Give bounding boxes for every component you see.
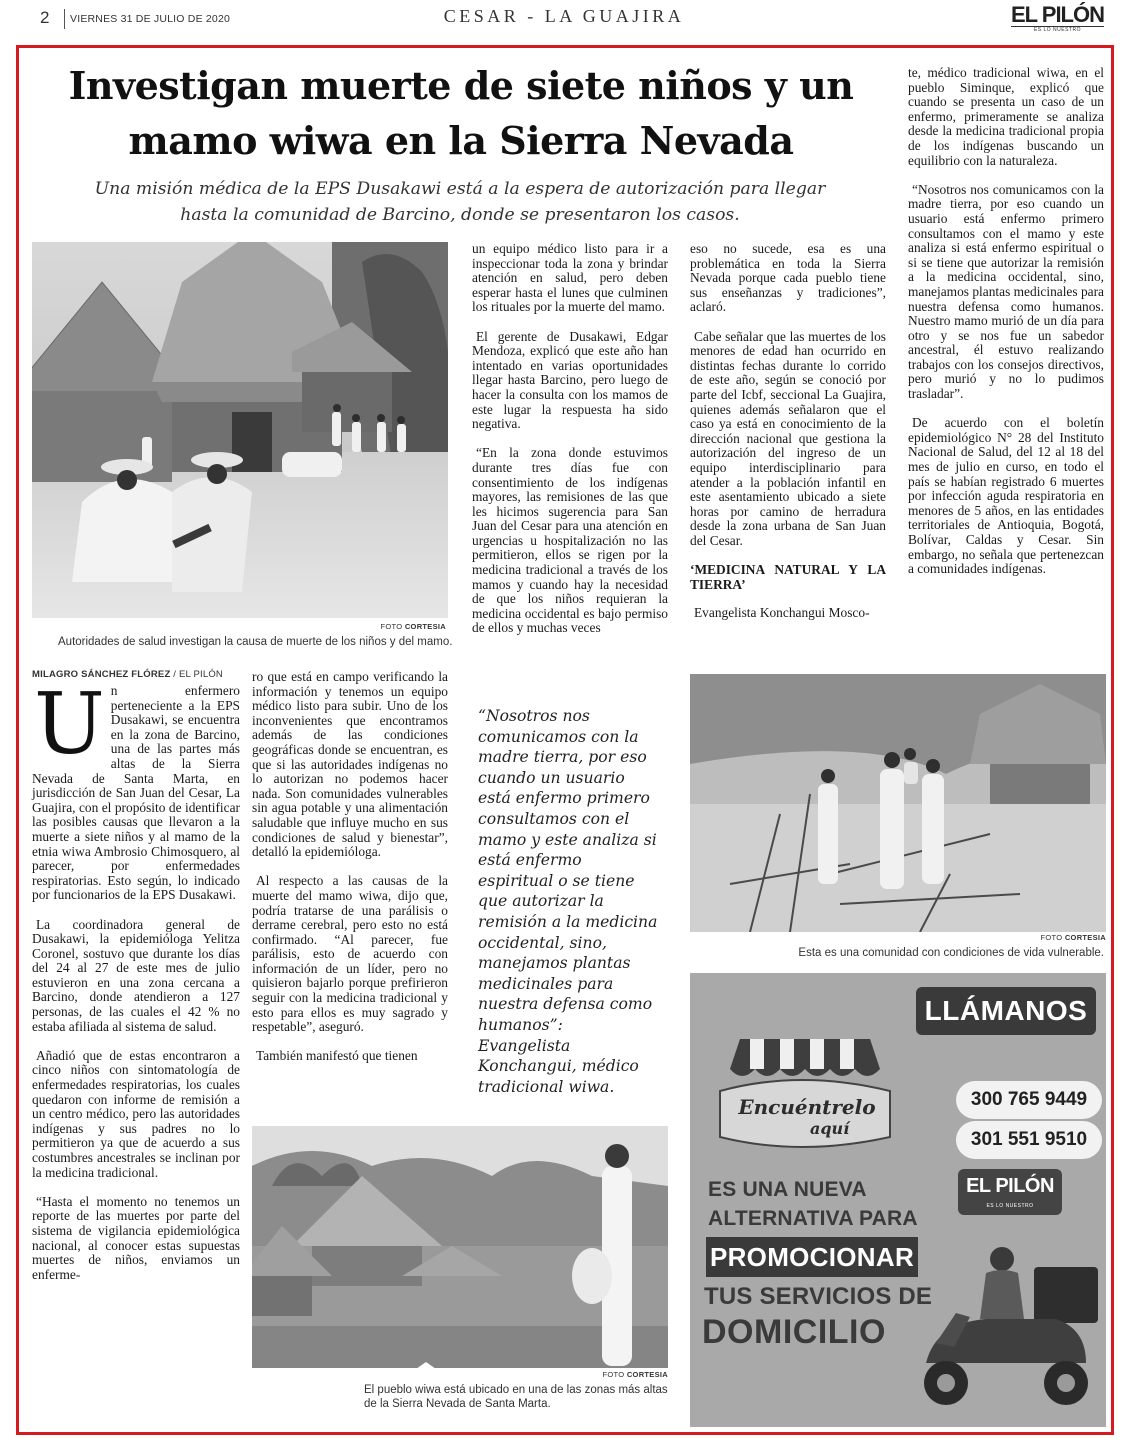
photo-notch bbox=[416, 1362, 436, 1369]
article-column-4 bbox=[690, 242, 886, 662]
photo-credit bbox=[340, 622, 446, 631]
deck-line-2: hasta la comunidad de Barcino, donde se presentaron los casos. bbox=[180, 205, 740, 225]
body-paragraph: La coordinadora general de Dusakawi, la epidemióloga Yelitza Coronel, sostuvo que durante los días del 24 al 27 de este mes de julio estuvieron en una zona cercana a Barcino, donde atendieron a 127 personas, de las cuales el 42 % no estaba afiliada al sistema de salud. bbox=[32, 916, 240, 1034]
storefront-awning-icon bbox=[710, 1029, 900, 1149]
page-header bbox=[0, 0, 1128, 40]
ad-logo-tagline: ES LO NUESTRO bbox=[986, 1203, 1034, 1209]
article-column-3 bbox=[472, 242, 668, 682]
photo-village-huts bbox=[32, 242, 448, 618]
photo-wiwa-woman bbox=[252, 1126, 668, 1368]
photo-village-huts-image bbox=[32, 242, 448, 618]
body-paragraph: Evangelista Konchangui Mosco- bbox=[694, 605, 870, 621]
photo-credit bbox=[556, 1370, 668, 1379]
photo-caption bbox=[364, 1383, 684, 1411]
article-column-5 bbox=[908, 66, 1104, 666]
photo-credit-label: FOTO bbox=[602, 1370, 625, 1379]
ad-logo bbox=[958, 1169, 1062, 1215]
ad-line-5: DOMICILIO bbox=[702, 1313, 886, 1351]
body-paragraph: te, médico tradicional wiwa, en el pueblo Siminque, explicó que cuando se presenta un caso de un enfermo, primeramente se analiza desde la medicina tradicional propia de los indígenas buscando un equilibrio con la naturaleza. bbox=[908, 65, 1104, 168]
advertisement bbox=[690, 973, 1106, 1427]
photo-community-image bbox=[690, 674, 1106, 932]
photo-caption-line-1: El pueblo wiwa está ubicado en una de las zonas más altas bbox=[364, 1384, 668, 1396]
photo-credit bbox=[996, 933, 1106, 942]
article-column-1 bbox=[32, 675, 240, 1424]
body-paragraph: Añadió que de estas encontraron a cinco niños con sintomatología de enfermedades respiratorias, los cuales quedaron con informe de remisión a un centro médico, pero las autoridades indígenas y sus padres no lo permitieron ya que de acuerdo a sus costumbres ancestrales se inclinan por la medicina tradicional. bbox=[32, 1047, 240, 1180]
logo-tagline: ES LO NUESTRO bbox=[1011, 26, 1104, 33]
lead-text: n enfermero perteneciente a la EPS Dusakawi, se encuentra en la zona de Barcino, una de las partes más altas de la Sierra Nevada de Santa Marta, en jurisdicción de San Juan del Cesar, La Guajira, con el propósito de identificar las posibles causas que llevaron a la muerte a siete niños y al mamo de la etnia wiwa Ambrosio Chimosquero, al parecer, por enfermedades respiratorias. Esto según, lo indicado por funcionarios de la EPS Dusakawi. bbox=[32, 683, 240, 903]
pull-quote: “Nosotros nos comunicamos con la madre tierra, por eso cuando un usuario está enfermo primero consultamos con el mamo y este analiza si está enfermo espiritual o se tiene que autorizar la remisión a la medicina occidental, sino, manejamos plantas medicinales para nuestra defensa como humanos”: Evangelista Konchangui, médico tradicional wiwa. bbox=[478, 707, 658, 1096]
byline-outlet: / EL PILÓN bbox=[173, 669, 223, 680]
headline-line-1: Investigan muerte de siete niños y un bbox=[68, 63, 854, 108]
logo-name: EL PILÓN bbox=[1010, 2, 1104, 27]
ad-phone-2: 301 551 9510 bbox=[956, 1121, 1102, 1159]
body-paragraph: ro que está en campo verificando la información y tenemos un equipo médico listo para subir. Uno de los inconvenientes que encontramos además de las condiciones geográficas donde se encuentran, es que si las autoridades indígenas no lo autorizan no podemos hacer nada. Son comunidades vulnerables sin agua potable y una alimentación saludable que influye mucho en sus condiciones de salud y bienestar”, detalló la epidemióloga. bbox=[252, 669, 448, 860]
subheading: ‘MEDICINA NATURAL Y LA TIERRA’ bbox=[690, 562, 886, 592]
body-paragraph: un equipo médico listo para ir a inspeccionar toda la zona y brindar atención en salud, pero deben esperar hasta el lunes que culminen los rituales por la muerte del mamo. bbox=[472, 241, 668, 315]
body-paragraph: Al respecto a las causas de la muerte del mamo wiwa, dijo que, podría tratarse de una parálisis o derrame cerebral, pero esto no está confirmado. “Al parecer, fue parálisis, esto de acuerdo con información de un líder, pero no quisieron bajarlo porque prefirieron seguir con la medicina tradicional y esto para ellos es muy sagrado y respetable”, aseguró. bbox=[252, 873, 448, 1035]
deck-line-1: Una misión médica de la EPS Dusakawi está a la espera de autorización para llegar bbox=[94, 179, 826, 199]
photo-credit-name: CORTESIA bbox=[404, 622, 446, 631]
masthead-logo bbox=[1011, 4, 1104, 33]
lead-paragraph bbox=[32, 675, 240, 903]
ad-brand-sub: aquí bbox=[810, 1119, 850, 1138]
photo-community bbox=[690, 674, 1106, 932]
body-paragraph: Cabe señalar que las muertes de los menores de edad han ocurrido en distintas fechas durante lo corrido de este año, según se conoció por parte del Icbf, seccional La Guajira, quienes además señalaron que el caso ya está en conocimiento de la dirección nacional que gestiona la autorización del ingreso de un equipo interdisciplinario para atender a la población infantil en este asentamiento ubicado a siete horas por camino de herradura desde la zona urbana de San Juan del Cesar. bbox=[690, 328, 886, 548]
photo-credit-label: FOTO bbox=[1040, 933, 1063, 942]
ad-brand-badge bbox=[710, 1029, 900, 1149]
photo-caption-line-2: de la Sierra Nevada de Santa Marta. bbox=[364, 1398, 551, 1410]
delivery-scooter-icon bbox=[906, 1243, 1106, 1413]
ad-line-1: ES UNA NUEVA bbox=[708, 1178, 867, 1201]
body-paragraph: eso no sucede, esa es una problemática en toda la Sierra Nevada porque cada pueblo tiene sus enseñanzas y tradiciones”, aclaró. bbox=[690, 241, 886, 315]
photo-caption: Autoridades de salud investigan la causa de muerte de los niños y del mamo. bbox=[58, 636, 453, 648]
ad-line-2: ALTERNATIVA PARA bbox=[708, 1207, 918, 1230]
photo-credit-name: CORTESIA bbox=[626, 1370, 668, 1379]
photo-wiwa-woman-image bbox=[252, 1126, 668, 1368]
drop-cap: U bbox=[34, 675, 105, 773]
photo-credit-name: CORTESIA bbox=[1064, 933, 1106, 942]
ad-phone-1: 300 765 9449 bbox=[956, 1081, 1102, 1119]
body-paragraph: El gerente de Dusakawi, Edgar Mendoza, explicó que este año han intentado en varias oportunidades llegar hasta Barcino, pero luego de hacer la consulta con los mamos de este lugar la respuesta ha sido negativa. bbox=[472, 328, 668, 432]
article-column-2 bbox=[252, 670, 448, 1110]
page-number: 2 bbox=[40, 8, 50, 27]
photo-caption: Esta es una comunidad con condiciones de vida vulnerable. bbox=[798, 947, 1104, 959]
body-paragraph: “Hasta el momento no tenemos un reporte de las muertes por parte del sistema de vigilancia epidemiológica nacional, al conocer estas supuestas muertes de niños, enviamos un enferme- bbox=[32, 1193, 240, 1282]
issue-date: VIERNES 31 DE JULIO DE 2020 bbox=[70, 13, 231, 25]
ad-line-4: TUS SERVICIOS DE bbox=[704, 1283, 933, 1310]
photo-credit-label: FOTO bbox=[380, 622, 403, 631]
headline bbox=[26, 58, 896, 168]
section-title: CESAR - LA GUAJIRA bbox=[443, 6, 685, 26]
body-paragraph: De acuerdo con el boletín epidemiológico N° 28 del Instituto Nacional de Salud, del 12 al 18 del mes de julio en curso, en todo el país se habían registrado 6 muertes por infección aguda respiratoria en menores de 5 años, en las entidades territoriales de Antioquia, Bogotá, Bolívar, Caldas y Cesar. Sin embargo, no señala que pertenezcan a comunidades indígenas. bbox=[908, 415, 1104, 577]
byline-author: MILAGRO SÁNCHEZ FLÓREZ bbox=[32, 669, 171, 680]
ad-call-to-action: LLÁMANOS bbox=[916, 987, 1096, 1035]
body-paragraph: “En la zona donde estuvimos durante tres días fue con consentimiento de los indígenas mayores, las remisiones de las que les hicimos sugerencia para San Juan del Cesar para una atención en urgencias u hospitalización no las permitieron, ellos se rigen por la medicina tradicional a través de los mamos y cuando hay la necesidad de que los niños requieran la medicina occidental es bajo permiso de ellos y muchas veces bbox=[472, 445, 668, 636]
ad-logo-name: EL PILÓN bbox=[966, 1175, 1054, 1197]
body-paragraph: También manifestó que tienen bbox=[256, 1048, 418, 1064]
ad-line-3: PROMOCIONAR bbox=[706, 1237, 918, 1277]
body-paragraph: “Nosotros nos comunicamos con la madre tierra, por eso cuando un usuario está enfermo primero consultamos con el mamo y este analiza si está enfermo espiritual o si se tiene que autorizar la remisión a la medicina occidental, sino, manejamos plantas medicinales para nuestra defensa como humanos. Nuestro mamo murió de un día para otro y se nos fue un sabedor ancestral, él estuvo realizando trabajos con los consejos directivos, pero murió y no lo pudimos trasladar”. bbox=[908, 181, 1104, 402]
ad-brand-name: Encuéntrelo bbox=[738, 1095, 876, 1119]
headline-line-2: mamo wiwa en la Sierra Nevada bbox=[128, 118, 794, 163]
deck bbox=[40, 176, 880, 228]
